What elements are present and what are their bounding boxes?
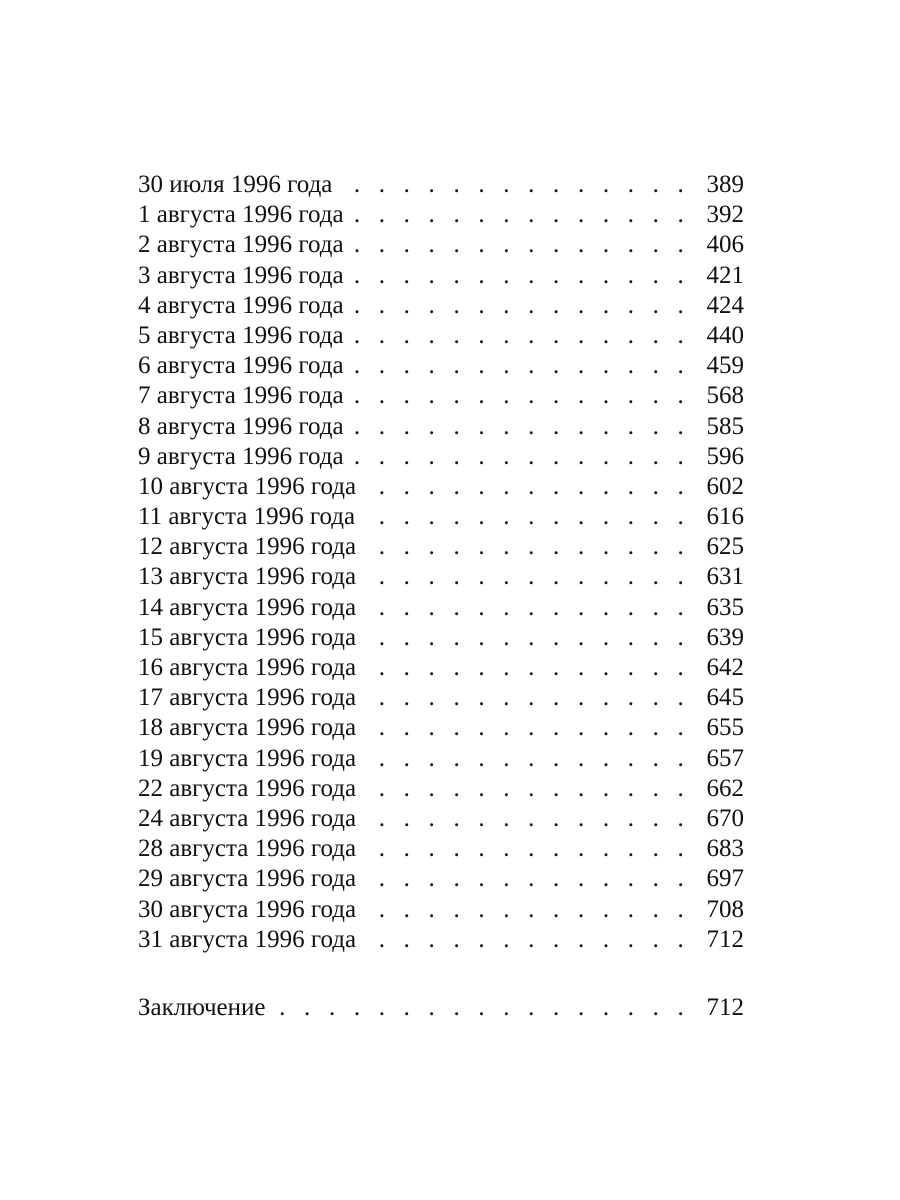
toc-entry-page-number: 585 bbox=[706, 412, 744, 440]
toc-entry-page-number: 642 bbox=[706, 654, 744, 681]
toc-entry-page-number: 712 bbox=[706, 925, 744, 953]
toc-entry-conclusion[interactable] bbox=[138, 993, 744, 1023]
toc-entry[interactable] bbox=[138, 562, 744, 592]
toc-entry-label: 3 августа 1996 года bbox=[138, 261, 344, 289]
toc-entry-page-number: 635 bbox=[706, 593, 744, 621]
toc-entry[interactable] bbox=[138, 713, 744, 743]
toc-entry[interactable] bbox=[138, 351, 744, 381]
toc-entry-label: 13 августа 1996 года bbox=[138, 563, 357, 591]
toc-entry[interactable] bbox=[138, 502, 744, 532]
toc-entry-page-number: 596 bbox=[706, 442, 744, 470]
toc-entry[interactable] bbox=[138, 593, 744, 623]
table-of-contents bbox=[138, 170, 744, 1023]
dot-leader bbox=[360, 593, 690, 623]
toc-entry[interactable] bbox=[138, 895, 744, 925]
toc-entry-label: 10 августа 1996 года bbox=[138, 472, 357, 500]
toc-entry[interactable] bbox=[138, 864, 744, 894]
toc-entry-label: 4 августа 1996 года bbox=[138, 291, 344, 319]
dot-leader bbox=[348, 230, 690, 260]
toc-entry-label: 2 августа 1996 года bbox=[138, 231, 344, 259]
dot-leader bbox=[360, 683, 690, 713]
dot-leader bbox=[359, 502, 690, 532]
toc-entry-label: 18 августа 1996 года bbox=[138, 714, 357, 742]
toc-entry[interactable] bbox=[138, 804, 744, 834]
toc-entry-page-number: 670 bbox=[706, 804, 744, 832]
toc-entry-page-number: 683 bbox=[706, 835, 744, 863]
toc-entry-page-number: 459 bbox=[706, 352, 744, 380]
toc-entry-list bbox=[138, 170, 744, 955]
toc-entry-label: 8 августа 1996 года bbox=[138, 412, 344, 440]
toc-entry-page-number: 568 bbox=[706, 382, 744, 410]
toc-entry-label: 31 августа 1996 года bbox=[138, 925, 357, 953]
toc-entry[interactable] bbox=[138, 412, 744, 442]
toc-entry-page-number: 421 bbox=[706, 261, 744, 289]
toc-entry[interactable] bbox=[138, 200, 744, 230]
toc-entry-label: 5 августа 1996 года bbox=[138, 321, 344, 349]
section-spacer bbox=[138, 955, 744, 993]
dot-leader bbox=[360, 472, 690, 502]
toc-entry[interactable] bbox=[138, 532, 744, 562]
dot-leader bbox=[360, 623, 690, 653]
dot-leader bbox=[360, 804, 690, 834]
dot-leader bbox=[348, 351, 690, 381]
toc-entry-page-number: 639 bbox=[706, 623, 744, 651]
dot-leader bbox=[336, 170, 690, 200]
toc-entry[interactable] bbox=[138, 623, 744, 653]
toc-entry[interactable] bbox=[138, 170, 744, 200]
toc-entry-page-number: 625 bbox=[706, 533, 744, 561]
toc-entry[interactable] bbox=[138, 653, 744, 683]
toc-entry-label: 22 августа 1996 года bbox=[138, 774, 357, 802]
dot-leader bbox=[348, 442, 690, 472]
toc-entry[interactable] bbox=[138, 291, 744, 321]
toc-entry-page-number: 616 bbox=[706, 503, 744, 531]
toc-entry[interactable] bbox=[138, 744, 744, 774]
toc-entry-label: 29 августа 1996 года bbox=[138, 865, 357, 893]
toc-entry-label: Заключение bbox=[138, 993, 266, 1021]
toc-entry-page-number: 631 bbox=[706, 563, 744, 591]
toc-entry-page-number: 440 bbox=[706, 321, 744, 349]
toc-entry-label: 19 августа 1996 года bbox=[138, 744, 357, 772]
dot-leader bbox=[348, 412, 690, 442]
dot-leader bbox=[360, 744, 690, 774]
toc-entry-page-number: 424 bbox=[706, 291, 744, 319]
toc-entry-page-number: 645 bbox=[706, 684, 744, 712]
toc-entry-label: 30 августа 1996 года bbox=[138, 895, 357, 923]
toc-entry-label: 7 августа 1996 года bbox=[138, 382, 344, 410]
toc-entry-label: 17 августа 1996 года bbox=[138, 684, 357, 712]
toc-entry[interactable] bbox=[138, 774, 744, 804]
dot-leader bbox=[360, 713, 690, 743]
toc-entry-page-number: 406 bbox=[706, 231, 744, 259]
dot-leader bbox=[348, 200, 690, 230]
toc-entry[interactable] bbox=[138, 381, 744, 411]
toc-entry[interactable] bbox=[138, 834, 744, 864]
toc-entry-page-number: 712 bbox=[706, 993, 744, 1021]
dot-leader bbox=[348, 291, 690, 321]
toc-entry-label: 12 августа 1996 года bbox=[138, 533, 357, 561]
toc-entry-page-number: 697 bbox=[706, 865, 744, 893]
dot-leader bbox=[360, 532, 690, 562]
dot-leader bbox=[360, 895, 690, 925]
dot-leader bbox=[360, 562, 690, 592]
toc-entry[interactable] bbox=[138, 442, 744, 472]
dot-leader bbox=[360, 774, 690, 804]
toc-entry-page-number: 662 bbox=[706, 774, 744, 802]
toc-entry-label: 24 августа 1996 года bbox=[138, 804, 357, 832]
toc-entry-page-number: 655 bbox=[706, 714, 744, 742]
toc-entry[interactable] bbox=[138, 925, 744, 955]
dot-leader bbox=[360, 834, 690, 864]
toc-entry-label: 16 августа 1996 года bbox=[138, 654, 357, 681]
toc-entry[interactable] bbox=[138, 472, 744, 502]
toc-entry-label: 1 августа 1996 года bbox=[138, 201, 344, 229]
toc-entry[interactable] bbox=[138, 261, 744, 291]
toc-entry-label: 15 августа 1996 года bbox=[138, 623, 357, 651]
toc-entry-label: 11 августа 1996 года bbox=[138, 503, 356, 531]
toc-entry-label: 9 августа 1996 года bbox=[138, 442, 344, 470]
toc-entry-label: 14 августа 1996 года bbox=[138, 593, 357, 621]
toc-entry[interactable] bbox=[138, 230, 744, 260]
toc-entry-label: 6 августа 1996 года bbox=[138, 352, 344, 380]
toc-entry-label: 30 июля 1996 года bbox=[138, 171, 333, 198]
dot-leader bbox=[270, 993, 691, 1023]
dot-leader bbox=[348, 381, 690, 411]
dot-leader bbox=[348, 261, 690, 291]
toc-entry[interactable] bbox=[138, 683, 744, 713]
toc-entry-page-number: 657 bbox=[706, 744, 744, 772]
toc-entry-page-number: 392 bbox=[706, 201, 744, 229]
toc-entry-page-number: 602 bbox=[706, 472, 744, 500]
toc-entry-label: 28 августа 1996 года bbox=[138, 835, 357, 863]
dot-leader bbox=[360, 653, 690, 683]
toc-entry[interactable] bbox=[138, 321, 744, 351]
dot-leader bbox=[360, 864, 690, 894]
toc-entry-page-number: 389 bbox=[706, 171, 744, 198]
toc-entry-page-number: 708 bbox=[706, 895, 744, 923]
dot-leader bbox=[360, 925, 690, 955]
dot-leader bbox=[348, 321, 690, 351]
